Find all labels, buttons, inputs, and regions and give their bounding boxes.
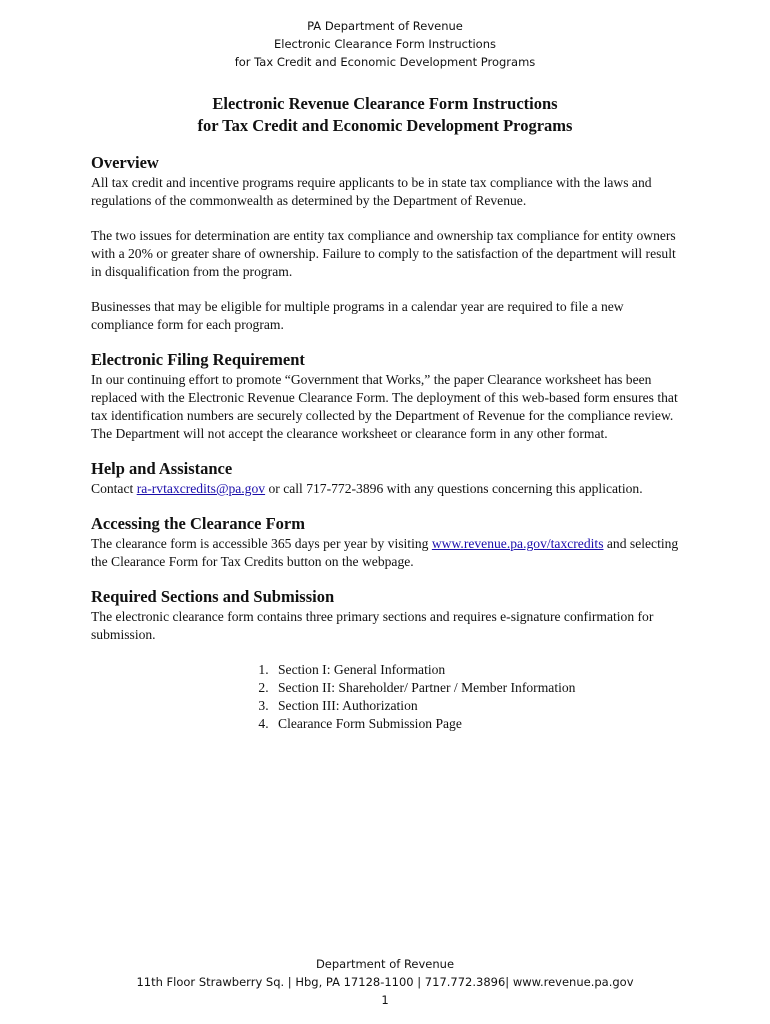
document-title — [0, 93, 770, 137]
filing-paragraph: In our continuing effort to promote “Government that Works,” the paper Clearance worksheet has been replaced with the Electronic Revenue Clearance Form. The deployment of this web-based form ensures that tax identification numbers are securely collected by the Department of Revenue for the compliance review. The Department will not accept the clearance worksheet or clearance form in any other format. — [91, 372, 678, 441]
required-paragraph: The electronic clearance form contains three primary sections and requires e-signature confirmation for submission. — [91, 609, 654, 642]
header-line-1: PA Department of Revenue — [307, 19, 463, 33]
help-paragraph — [91, 480, 681, 498]
overview-paragraph-2: The two issues for determination are entity tax compliance and ownership tax compliance for entity owners with a 20% or greater share of ownership. Failure to comply to the satisfaction of the department will result in disqualification from the program. — [91, 228, 676, 279]
footer-line-1: Department of Revenue — [315, 957, 455, 971]
list-item: 1. Section I: General Information — [272, 661, 681, 679]
access-heading: Accessing the Clearance Form — [91, 514, 305, 533]
title-line-2: for Tax Credit and Economic Development Programs — [197, 116, 573, 135]
page-footer — [0, 955, 770, 1009]
overview-paragraph-3: Businesses that may be eligible for multiple programs in a calendar year are required to file a new compliance form for each program. — [91, 299, 624, 332]
taxcredits-link[interactable]: www.revenue.pa.gov/taxcredits — [431, 536, 604, 551]
required-heading: Required Sections and Submission — [91, 587, 335, 606]
list-item: 3. Section III: Authorization — [272, 697, 681, 715]
overview-heading: Overview — [91, 153, 159, 172]
access-suffix: and selecting the Clearance Form for Tax Credits button on the webpage. — [91, 536, 679, 569]
access-prefix: The clearance form is accessible 365 days per year by visiting — [91, 536, 432, 551]
overview-paragraph-1: All tax credit and incentive programs require applicants to be in state tax compliance with the laws and regulations of the commonwealth as determined by the Department of Revenue. — [91, 175, 652, 208]
page-header — [0, 17, 770, 71]
list-item: 4. Clearance Form Submission Page — [272, 715, 681, 733]
help-suffix: or call 717-772-3896 with any questions concerning this application. — [265, 481, 643, 496]
access-paragraph — [91, 535, 681, 571]
sections-list — [91, 661, 681, 733]
page-number: 1 — [381, 993, 389, 1007]
filing-heading: Electronic Filing Requirement — [91, 350, 305, 369]
help-email-link[interactable]: ra-rvtaxcredits@pa.gov — [136, 481, 266, 496]
overview-section — [91, 152, 681, 334]
footer-line-2: 11th Floor Strawberry Sq. | Hbg, PA 17128-1100 | 717.772.3896| www.revenue.pa.gov — [136, 975, 634, 989]
help-section — [91, 458, 681, 498]
list-item: 2. Section II: Shareholder/ Partner / Member Information — [272, 679, 681, 697]
required-section — [91, 586, 681, 733]
document-body — [91, 152, 681, 733]
title-line-1: Electronic Revenue Clearance Form Instructions — [212, 94, 558, 113]
filing-section — [91, 349, 681, 443]
help-prefix: Contact — [91, 481, 137, 496]
header-line-2: Electronic Clearance Form Instructions — [274, 37, 496, 51]
help-heading: Help and Assistance — [91, 459, 233, 478]
header-line-3: for Tax Credit and Economic Development Programs — [234, 55, 536, 69]
access-section — [91, 513, 681, 571]
